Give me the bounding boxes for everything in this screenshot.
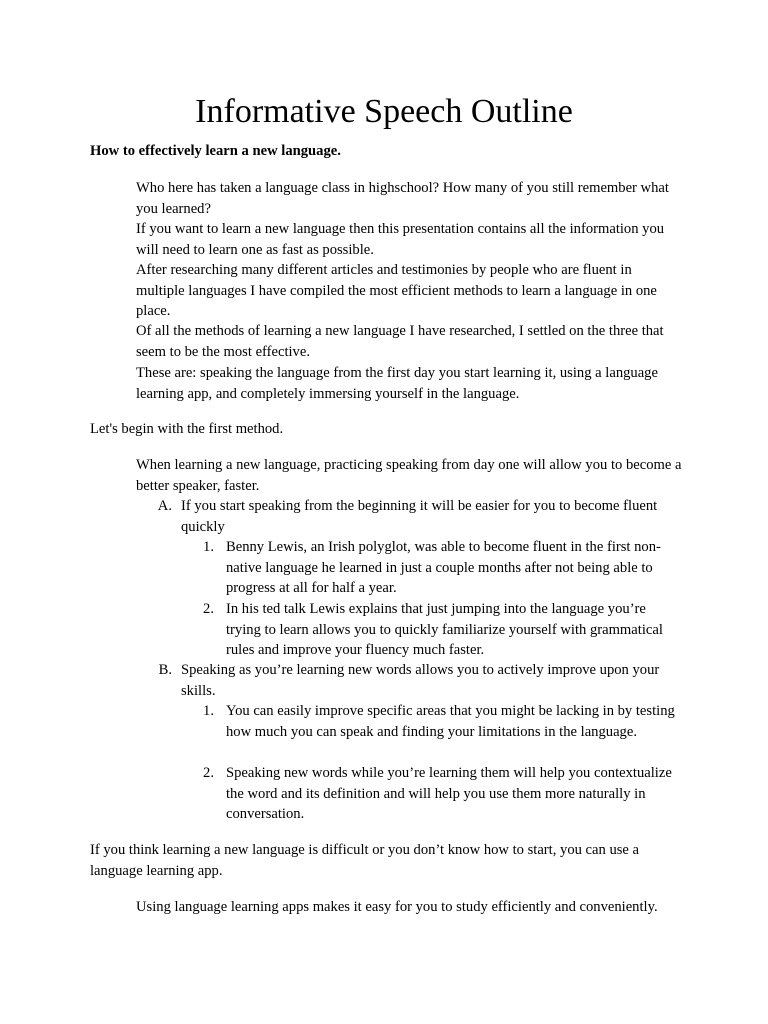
- list-text: Speaking as you’re learning new words allows you to actively improve upon your skills.: [181, 662, 660, 699]
- list-text: Of all the methods of learning a new language I have researched, I settled on the three that seem to be the most effective.: [136, 323, 664, 360]
- list-text: Speaking new words while you’re learning them will help you contextualize the word and its definition and will help you use them more naturally in conversation.: [226, 765, 672, 823]
- list-number: 2.: [203, 601, 214, 617]
- list-text: If you start speaking from the beginning it will be easier for you to become fluent quickly: [181, 498, 658, 535]
- list-number: 1.: [203, 703, 214, 719]
- list-text: Benny Lewis, an Irish polyglot, was able to become fluent in the first non-native language he learned in just a couple months after not being able to progress at all for half a year.: [226, 539, 661, 597]
- list-text: If you want to learn a new language then this presentation contains all the information you will need to learn one as fast as possible.: [136, 221, 665, 258]
- list-text: Who here has taken a language class in highschool? How many of you still remember what you learned?: [136, 180, 669, 217]
- list-text: You can easily improve specific areas that you might be lacking in by testing how much you can speak and finding your limitations in the language.: [226, 703, 675, 740]
- document-title: Informative Speech Outline: [195, 93, 573, 130]
- list-letter: A.: [157, 498, 172, 514]
- list-text: These are: speaking the language from the first day you start learning it, using a language learning app, and completely immersing yourself in the language.: [136, 365, 658, 402]
- list-text: In his ted talk Lewis explains that just jumping into the language you’re trying to learn allows you to quickly familiarize yourself with grammatical rules and improve your fluency much faster.: [226, 601, 663, 659]
- list-text: After researching many different articles and testimonies by people who are fluent in multiple languages I have compiled the most efficient methods to learn a language in one place.: [136, 262, 657, 320]
- list-number: 2.: [203, 765, 214, 781]
- list-number: 1.: [203, 539, 214, 555]
- transition-paragraph: If you think learning a new language is difficult or you don’t know how to start, you can use a language learning app.: [90, 842, 640, 879]
- document-subtitle: How to effectively learn a new language.: [90, 143, 341, 159]
- list-text: When learning a new language, practicing speaking from day one will allow you to become a better speaker, faster.: [136, 457, 682, 494]
- transition-paragraph: Let's begin with the first method.: [90, 421, 284, 437]
- list-letter: B.: [158, 662, 172, 678]
- list-text: Using language learning apps makes it easy for you to study efficiently and conveniently.: [136, 899, 658, 915]
